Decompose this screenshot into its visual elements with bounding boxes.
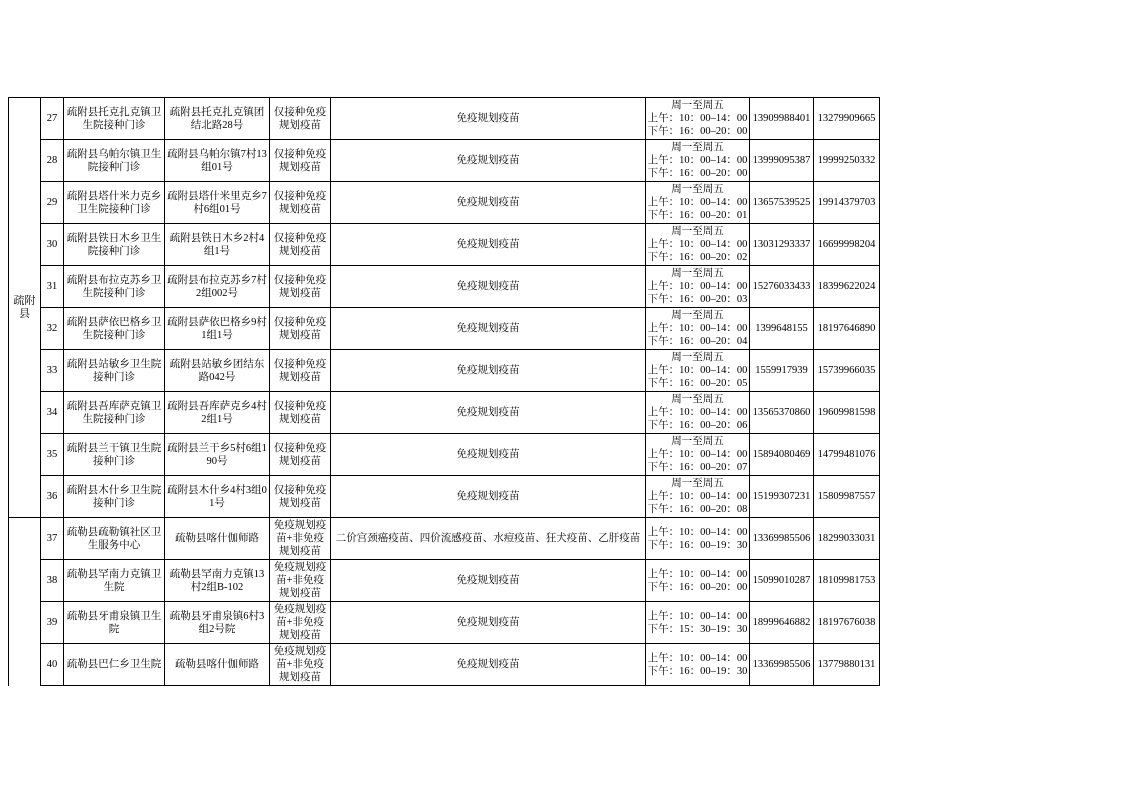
opening-hours [646, 182, 750, 224]
vaccine-list: 免疫规划疫苗 [331, 476, 646, 518]
clinic-name: 疏附县站敏乡卫生院接种门诊 [64, 350, 165, 392]
opening-hours [646, 266, 750, 308]
opening-hours-line: 周一至周五 [671, 100, 724, 111]
contact-phone-1: 1559917939 [750, 350, 814, 392]
opening-hours-line: 下午：16：00–20：06 [647, 420, 748, 431]
clinic-name: 疏附县吾库萨克镇卫生院接种门诊 [64, 392, 165, 434]
opening-hours [646, 518, 750, 560]
vaccine-list: 免疫规划疫苗 [331, 182, 646, 224]
vaccine-list: 免疫规划疫苗 [331, 644, 646, 686]
opening-hours-line: 下午：16：00–20：03 [647, 294, 748, 305]
clinic-address: 疏附县萨依巴格乡9村1组1号 [165, 308, 270, 350]
service-type: 免疫规划疫苗+非免疫规划疫苗 [270, 560, 331, 602]
opening-hours-line: 上午：10：00–14：00 [647, 491, 748, 502]
vaccine-list: 免疫规划疫苗 [331, 434, 646, 476]
service-type: 免疫规划疫苗+非免疫规划疫苗 [270, 644, 331, 686]
opening-hours-line: 上午：10：00–14：00 [647, 449, 748, 460]
clinic-address: 疏附县乌帕尔镇7村13组01号 [165, 140, 270, 182]
table-row [9, 182, 880, 224]
opening-hours-line: 上午：10：00–14：00 [647, 113, 748, 124]
row-number: 40 [41, 644, 64, 686]
clinic-name: 疏勒县罕南力克镇卫生院 [64, 560, 165, 602]
contact-phone-1: 13369985506 [750, 518, 814, 560]
contact-phone-2: 15809987557 [814, 476, 880, 518]
service-type: 仅接种免疫规划疫苗 [270, 140, 331, 182]
contact-phone-1: 13565370860 [750, 392, 814, 434]
contact-phone-2: 15739966035 [814, 350, 880, 392]
contact-phone-1: 13909988401 [750, 98, 814, 140]
opening-hours-line: 上午：10：00–14：00 [647, 610, 748, 622]
opening-hours-line: 上午：10：00–14：00 [647, 365, 748, 376]
row-number: 32 [41, 308, 64, 350]
service-type: 仅接种免疫规划疫苗 [270, 308, 331, 350]
clinic-address: 疏附县塔什米里克乡7村6组01号 [165, 182, 270, 224]
row-number: 39 [41, 602, 64, 644]
opening-hours-line: 下午：16：00–20：01 [647, 210, 748, 221]
table-row [9, 644, 880, 686]
contact-phone-2: 13779880131 [814, 644, 880, 686]
vaccination-clinic-table [8, 97, 880, 686]
table-row [9, 98, 880, 140]
clinic-name: 疏附县乌帕尔镇卫生院接种门诊 [64, 140, 165, 182]
opening-hours [646, 434, 750, 476]
table-row [9, 308, 880, 350]
clinic-name: 疏附县布拉克苏乡卫生院接种门诊 [64, 266, 165, 308]
opening-hours-line: 上午：10：00–14：00 [647, 407, 748, 418]
county-cell [9, 518, 41, 686]
service-type: 仅接种免疫规划疫苗 [270, 224, 331, 266]
vaccine-list: 免疫规划疫苗 [331, 392, 646, 434]
clinic-address: 疏勒县罕南力克镇13村2组B-102 [165, 560, 270, 602]
contact-phone-1: 15199307231 [750, 476, 814, 518]
contact-phone-2: 18197646890 [814, 308, 880, 350]
contact-phone-1: 15099010287 [750, 560, 814, 602]
contact-phone-1: 13657539525 [750, 182, 814, 224]
opening-hours-line: 周一至周五 [671, 352, 724, 363]
clinic-name: 疏附县铁日木乡卫生院接种门诊 [64, 224, 165, 266]
row-number: 36 [41, 476, 64, 518]
opening-hours [646, 602, 750, 644]
opening-hours-line: 周一至周五 [671, 142, 724, 153]
clinic-name: 疏附县托克扎克镇卫生院接种门诊 [64, 98, 165, 140]
clinic-name: 疏附县塔什米力克乡卫生院接种门诊 [64, 182, 165, 224]
row-number: 35 [41, 434, 64, 476]
clinic-address: 疏附县站敏乡团结东路042号 [165, 350, 270, 392]
opening-hours-line: 周一至周五 [671, 226, 724, 237]
opening-hours [646, 392, 750, 434]
opening-hours-line: 下午：16：00–20：02 [647, 252, 748, 263]
opening-hours-line: 上午：10：00–14：00 [647, 652, 748, 664]
table-row [9, 266, 880, 308]
opening-hours-line: 下午：16：00–20：08 [647, 504, 748, 515]
contact-phone-2: 14799481076 [814, 434, 880, 476]
table-row [9, 350, 880, 392]
opening-hours-line: 下午：16：00–20：05 [647, 378, 748, 389]
contact-phone-2: 19914379703 [814, 182, 880, 224]
service-type: 仅接种免疫规划疫苗 [270, 182, 331, 224]
opening-hours-line: 下午：16：00–20：04 [647, 336, 748, 347]
row-number: 34 [41, 392, 64, 434]
contact-phone-2: 18197676038 [814, 602, 880, 644]
vaccine-list: 免疫规划疫苗 [331, 266, 646, 308]
vaccine-list: 免疫规划疫苗 [331, 308, 646, 350]
opening-hours [646, 98, 750, 140]
contact-phone-1: 13369985506 [750, 644, 814, 686]
clinic-name: 疏附县萨依巴格乡卫生院接种门诊 [64, 308, 165, 350]
opening-hours-line: 下午：16：00–20：00 [647, 581, 748, 593]
clinic-address: 疏附县托克扎克镇团结北路28号 [165, 98, 270, 140]
service-type: 免疫规划疫苗+非免疫规划疫苗 [270, 518, 331, 560]
opening-hours [646, 350, 750, 392]
contact-phone-2: 18109981753 [814, 560, 880, 602]
opening-hours-line: 下午：15：30–19：30 [647, 623, 748, 635]
row-number: 33 [41, 350, 64, 392]
opening-hours-line: 周一至周五 [671, 394, 724, 405]
service-type: 仅接种免疫规划疫苗 [270, 434, 331, 476]
clinic-address: 疏附县木什乡4村3组01号 [165, 476, 270, 518]
table-row [9, 602, 880, 644]
row-number: 29 [41, 182, 64, 224]
opening-hours-line: 下午：16：00–20：00 [647, 126, 748, 137]
contact-phone-2: 16699998204 [814, 224, 880, 266]
vaccine-list: 免疫规划疫苗 [331, 350, 646, 392]
clinic-address: 疏附县吾库萨克乡4村2组1号 [165, 392, 270, 434]
vaccine-list: 免疫规划疫苗 [331, 602, 646, 644]
clinic-address: 疏附县兰干乡5村6组190号 [165, 434, 270, 476]
opening-hours-line: 上午：10：00–14：00 [647, 197, 748, 208]
opening-hours [646, 224, 750, 266]
opening-hours-line: 上午：10：00–14：00 [647, 281, 748, 292]
table-row [9, 140, 880, 182]
vaccine-list: 免疫规划疫苗 [331, 140, 646, 182]
opening-hours [646, 308, 750, 350]
opening-hours-line: 下午：16：00–20：00 [647, 168, 748, 179]
clinic-address: 疏勒县喀什伽师路 [165, 518, 270, 560]
contact-phone-2: 19999250332 [814, 140, 880, 182]
clinic-name: 疏勒县疏勒镇社区卫生服务中心 [64, 518, 165, 560]
service-type: 免疫规划疫苗+非免疫规划疫苗 [270, 602, 331, 644]
contact-phone-1: 18999646882 [750, 602, 814, 644]
opening-hours-line: 上午：10：00–14：00 [647, 155, 748, 166]
clinic-address: 疏勒县喀什伽师路 [165, 644, 270, 686]
opening-hours [646, 140, 750, 182]
opening-hours-line: 上午：10：00–14：00 [647, 526, 748, 538]
row-number: 31 [41, 266, 64, 308]
contact-phone-2: 18299033031 [814, 518, 880, 560]
opening-hours [646, 476, 750, 518]
table-row [9, 224, 880, 266]
contact-phone-2: 18399622024 [814, 266, 880, 308]
contact-phone-2: 13279909665 [814, 98, 880, 140]
vaccine-list: 免疫规划疫苗 [331, 98, 646, 140]
clinic-name: 疏附县木什乡卫生院接种门诊 [64, 476, 165, 518]
table-row [9, 518, 880, 560]
contact-phone-1: 13031293337 [750, 224, 814, 266]
opening-hours-line: 周一至周五 [671, 436, 724, 447]
clinic-address: 疏附县铁日木乡2村4组1号 [165, 224, 270, 266]
opening-hours [646, 644, 750, 686]
vaccine-list: 二价宫颈癌疫苗、四价流感疫苗、水痘疫苗、狂犬疫苗、乙肝疫苗 [331, 518, 646, 560]
clinic-name: 疏勒县牙甫泉镇卫生院 [64, 602, 165, 644]
county-cell: 疏附县 [9, 98, 41, 518]
contact-phone-1: 1399648155 [750, 308, 814, 350]
clinic-address: 疏附县布拉克苏乡7村2组002号 [165, 266, 270, 308]
opening-hours-line: 周一至周五 [671, 184, 724, 195]
opening-hours [646, 560, 750, 602]
opening-hours-line: 周一至周五 [671, 268, 724, 279]
opening-hours-line: 下午：16：00–19：30 [647, 539, 748, 551]
contact-phone-1: 15894080469 [750, 434, 814, 476]
service-type: 仅接种免疫规划疫苗 [270, 392, 331, 434]
table-row [9, 434, 880, 476]
clinic-name: 疏附县兰干镇卫生院接种门诊 [64, 434, 165, 476]
opening-hours-line: 下午：16：00–19：30 [647, 665, 748, 677]
contact-phone-1: 15276033433 [750, 266, 814, 308]
table-body [9, 98, 880, 686]
table-row [9, 560, 880, 602]
service-type: 仅接种免疫规划疫苗 [270, 266, 331, 308]
service-type: 仅接种免疫规划疫苗 [270, 350, 331, 392]
opening-hours-line: 上午：10：00–14：00 [647, 239, 748, 250]
row-number: 37 [41, 518, 64, 560]
opening-hours-line: 上午：10：00–14：00 [647, 568, 748, 580]
table-row [9, 392, 880, 434]
row-number: 30 [41, 224, 64, 266]
vaccine-list: 免疫规划疫苗 [331, 224, 646, 266]
service-type: 仅接种免疫规划疫苗 [270, 98, 331, 140]
row-number: 28 [41, 140, 64, 182]
row-number: 38 [41, 560, 64, 602]
opening-hours-line: 上午：10：00–14：00 [647, 323, 748, 334]
opening-hours-line: 下午：16：00–20：07 [647, 462, 748, 473]
opening-hours-line: 周一至周五 [671, 478, 724, 489]
vaccine-list: 免疫规划疫苗 [331, 560, 646, 602]
opening-hours-line: 周一至周五 [671, 310, 724, 321]
contact-phone-2: 19609981598 [814, 392, 880, 434]
row-number: 27 [41, 98, 64, 140]
table-row [9, 476, 880, 518]
clinic-name: 疏勒县巴仁乡卫生院 [64, 644, 165, 686]
clinic-address: 疏勒县牙甫泉镇6村3组2号院 [165, 602, 270, 644]
service-type: 仅接种免疫规划疫苗 [270, 476, 331, 518]
contact-phone-1: 13999095387 [750, 140, 814, 182]
